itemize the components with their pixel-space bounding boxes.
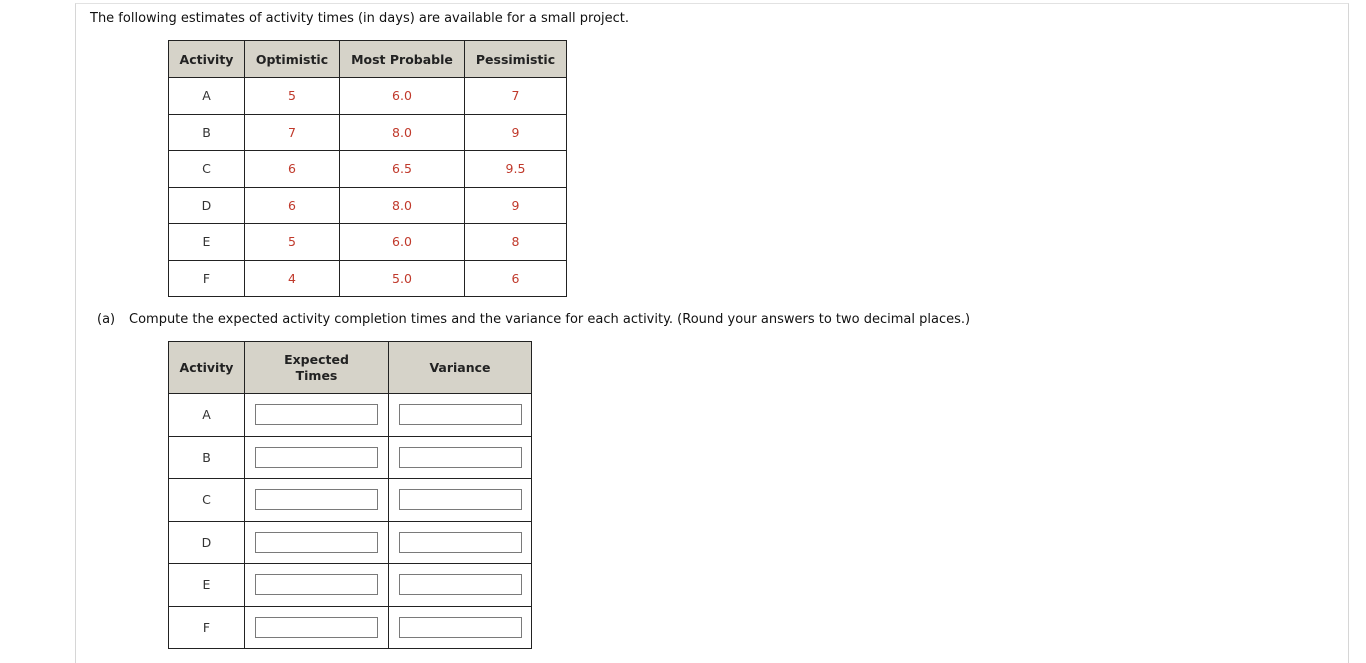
expected-time-cell xyxy=(245,606,389,649)
table-row xyxy=(169,224,567,261)
most-probable-cell: 6.0 xyxy=(340,78,465,115)
part-a-label: (a) xyxy=(97,312,116,327)
variance-cell xyxy=(389,606,532,649)
header-expected-times xyxy=(245,342,389,394)
expected-time-cell xyxy=(245,564,389,607)
activity-cell: D xyxy=(169,187,245,224)
optimistic-cell: 4 xyxy=(245,260,340,297)
optimistic-cell: 7 xyxy=(245,114,340,151)
optimistic-cell: 5 xyxy=(245,224,340,261)
activity-cell: A xyxy=(169,394,245,437)
header-variance: Variance xyxy=(389,342,532,394)
most-probable-cell: 6.5 xyxy=(340,151,465,188)
most-probable-cell: 6.0 xyxy=(340,224,465,261)
expected-time-cell xyxy=(245,394,389,437)
pessimistic-cell: 7 xyxy=(465,78,567,115)
optimistic-cell: 6 xyxy=(245,151,340,188)
table-row xyxy=(169,394,532,437)
activity-cell: C xyxy=(169,479,245,522)
expected-time-input-e[interactable] xyxy=(255,574,378,595)
most-probable-cell: 8.0 xyxy=(340,114,465,151)
pessimistic-cell: 8 xyxy=(465,224,567,261)
variance-cell xyxy=(389,479,532,522)
table-row xyxy=(169,78,567,115)
variance-cell xyxy=(389,564,532,607)
expected-time-cell xyxy=(245,436,389,479)
pessimistic-cell: 9 xyxy=(465,114,567,151)
variance-input-d[interactable] xyxy=(399,532,522,553)
table-row xyxy=(169,187,567,224)
header-expected-line1: Expected xyxy=(284,351,349,367)
header-pessimistic: Pessimistic xyxy=(465,41,567,78)
answer-table xyxy=(168,341,532,649)
table-row xyxy=(169,114,567,151)
table-row xyxy=(169,564,532,607)
intro-text: The following estimates of activity times (in days) are available for a small project. xyxy=(90,11,630,26)
expected-time-input-f[interactable] xyxy=(255,617,378,638)
variance-input-b[interactable] xyxy=(399,447,522,468)
answer-header-row xyxy=(169,342,532,394)
variance-cell xyxy=(389,521,532,564)
pessimistic-cell: 9 xyxy=(465,187,567,224)
part-a-question xyxy=(97,311,970,328)
activity-cell: F xyxy=(169,260,245,297)
most-probable-cell: 8.0 xyxy=(340,187,465,224)
activity-cell: E xyxy=(169,224,245,261)
table-row xyxy=(169,521,532,564)
optimistic-cell: 5 xyxy=(245,78,340,115)
table-row xyxy=(169,151,567,188)
table-row xyxy=(169,436,532,479)
expected-time-cell xyxy=(245,479,389,522)
header-optimistic: Optimistic xyxy=(245,41,340,78)
activity-cell: C xyxy=(169,151,245,188)
activity-cell: B xyxy=(169,436,245,479)
table-row xyxy=(169,479,532,522)
pessimistic-cell: 6 xyxy=(465,260,567,297)
estimates-table xyxy=(168,40,567,297)
activity-cell: B xyxy=(169,114,245,151)
part-a-text: Compute the expected activity completion times and the variance for each activity. (Round your answers to two decimal places.) xyxy=(129,312,971,327)
most-probable-cell: 5.0 xyxy=(340,260,465,297)
header-expected-line2: Times xyxy=(295,367,338,383)
header-activity: Activity xyxy=(169,41,245,78)
expected-time-input-b[interactable] xyxy=(255,447,378,468)
activity-cell: A xyxy=(169,78,245,115)
expected-time-input-a[interactable] xyxy=(255,404,378,425)
activity-cell: D xyxy=(169,521,245,564)
table-row xyxy=(169,606,532,649)
variance-input-f[interactable] xyxy=(399,617,522,638)
variance-input-e[interactable] xyxy=(399,574,522,595)
expected-time-input-d[interactable] xyxy=(255,532,378,553)
variance-cell xyxy=(389,436,532,479)
pessimistic-cell: 9.5 xyxy=(465,151,567,188)
expected-time-input-c[interactable] xyxy=(255,489,378,510)
variance-cell xyxy=(389,394,532,437)
activity-cell: E xyxy=(169,564,245,607)
optimistic-cell: 6 xyxy=(245,187,340,224)
header-activity: Activity xyxy=(169,342,245,394)
header-most-probable: Most Probable xyxy=(340,41,465,78)
estimates-header-row xyxy=(169,41,567,78)
expected-time-cell xyxy=(245,521,389,564)
variance-input-c[interactable] xyxy=(399,489,522,510)
table-row xyxy=(169,260,567,297)
variance-input-a[interactable] xyxy=(399,404,522,425)
activity-cell: F xyxy=(169,606,245,649)
